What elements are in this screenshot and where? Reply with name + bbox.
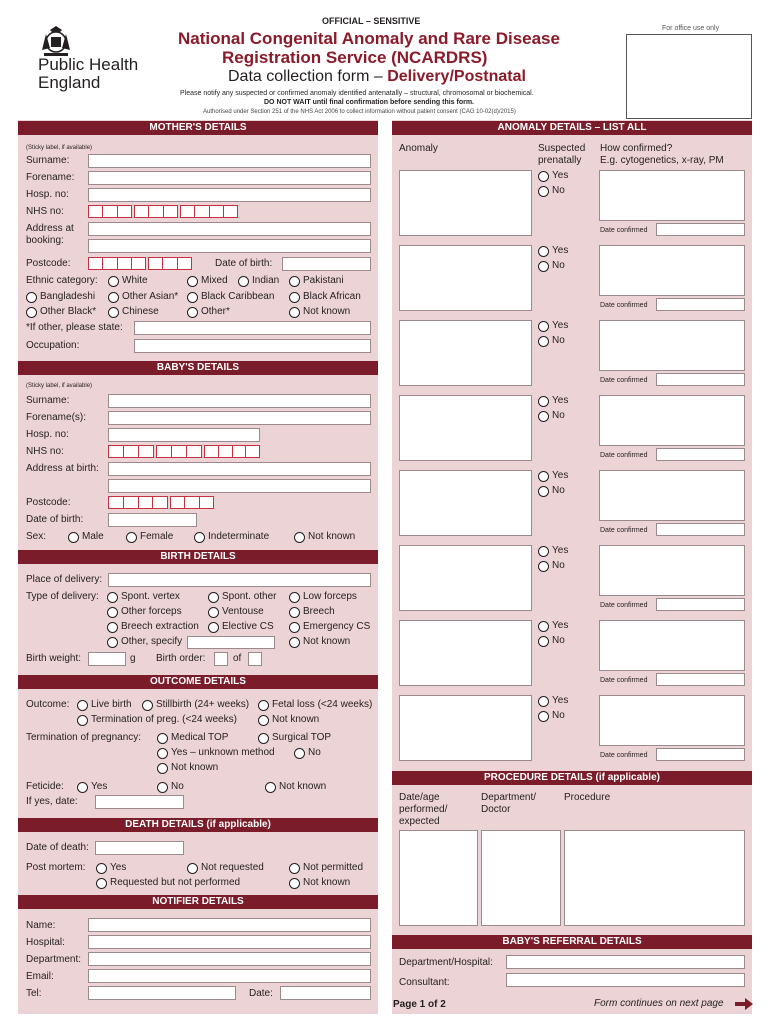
delivery-4-radio[interactable]: [208, 607, 219, 618]
notifier-email-input[interactable]: [88, 969, 371, 983]
notifier-heading: NOTIFIER DETAILS: [18, 895, 378, 909]
outcome-3-label: Termination of preg. (<24 weeks): [91, 714, 237, 725]
eth-2-label: Indian: [252, 275, 280, 286]
anomaly-7-yes-radio[interactable]: [538, 621, 549, 632]
anomaly-8-no-radio[interactable]: [538, 711, 549, 722]
anomaly-4-yes-radio[interactable]: [538, 396, 549, 407]
eth-11-label: Not known: [303, 306, 351, 317]
mother-postcode-input-2[interactable]: [148, 257, 192, 270]
eth-6-radio[interactable]: [187, 292, 198, 303]
pm-0-radio[interactable]: [96, 863, 107, 874]
delivery-8-label: Emergency CS: [303, 621, 371, 632]
proc-procedure-input[interactable]: [564, 830, 745, 926]
proc-col1-label-1: Date/age: [399, 792, 440, 803]
delivery-3-radio[interactable]: [107, 607, 118, 618]
notifier-date-label: Date:: [249, 988, 273, 999]
anomaly-2-yes-label: Yes: [552, 245, 569, 256]
delivery-9-label: Other, specify: [121, 636, 183, 647]
eth-10-radio[interactable]: [187, 307, 198, 318]
mother-address-label-2: booking:: [26, 235, 64, 246]
mother-postcode-label: Postcode:: [26, 258, 71, 269]
sex-2-radio[interactable]: [194, 532, 205, 543]
mother-nhs-input-1[interactable]: [88, 205, 132, 218]
procedure-heading: PROCEDURE DETAILS (if applicable): [392, 771, 752, 785]
feticide-date-input[interactable]: [95, 795, 184, 809]
death-heading: DEATH DETAILS (if applicable): [18, 818, 378, 832]
anomaly-3-yes-label: Yes: [552, 320, 569, 331]
eth-9-label: Chinese: [122, 306, 159, 317]
office-use-label: For office use only: [662, 25, 720, 32]
anomaly-8-yes-radio[interactable]: [538, 696, 549, 707]
mother-heading: MOTHER'S DETAILS: [18, 121, 378, 135]
grams-label: g: [130, 653, 136, 664]
order-label: Birth order:: [156, 653, 206, 664]
anomaly-6-yes-radio[interactable]: [538, 546, 549, 557]
delivery-7-radio[interactable]: [208, 622, 219, 633]
anomaly-input-3[interactable]: [399, 320, 532, 386]
outcome-label: Outcome:: [26, 699, 70, 710]
anomaly-input-4[interactable]: [399, 395, 532, 461]
baby-hosp-label: Hosp. no:: [26, 429, 69, 440]
eth-7-radio[interactable]: [289, 292, 300, 303]
anomaly-8-yes-label: Yes: [552, 695, 569, 706]
feticide-0-label: Yes: [91, 781, 108, 792]
eth-5-radio[interactable]: [108, 292, 119, 303]
how-confirmed-input-1[interactable]: [599, 170, 745, 221]
top-1-radio[interactable]: [258, 733, 269, 744]
mother-postcode-input-1[interactable]: [88, 257, 146, 270]
delivery-10-label: Not known: [303, 636, 351, 647]
death-date-input[interactable]: [95, 841, 184, 855]
eth-0-label: White: [122, 275, 148, 286]
note-2: DO NOT WAIT until final confirmation before sending this form.: [264, 99, 474, 106]
order-input[interactable]: [214, 652, 228, 666]
eth-1-label: Mixed: [201, 275, 228, 286]
how-confirmed-input-5[interactable]: [599, 470, 745, 521]
page-number: Page 1 of 2: [393, 999, 446, 1010]
baby-hosp-input[interactable]: [108, 428, 260, 442]
ifyes-label: If yes, date:: [26, 796, 78, 807]
mother-address-input-2[interactable]: [88, 239, 371, 253]
delivery-6-radio[interactable]: [107, 622, 118, 633]
anomaly-8-no-label: No: [552, 710, 565, 721]
anomaly-input-7[interactable]: [399, 620, 532, 686]
top-4-radio[interactable]: [157, 763, 168, 774]
baby-address-input-1[interactable]: [108, 462, 371, 476]
weight-input[interactable]: [88, 652, 126, 666]
suspected-col-label-1: Suspected: [538, 143, 586, 154]
proc-dept-input[interactable]: [481, 830, 561, 926]
baby-nhs-label: NHS no:: [26, 446, 64, 457]
mother-hosp-input[interactable]: [88, 188, 371, 202]
office-use-box[interactable]: [626, 34, 752, 119]
anomaly-4-no-radio[interactable]: [538, 411, 549, 422]
suspected-col-label-2: prenatally: [538, 155, 582, 166]
mother-surname-label: Surname:: [26, 155, 70, 166]
top-0-label: Medical TOP: [171, 732, 229, 743]
eth-9-radio[interactable]: [108, 307, 119, 318]
proc-col1-label-2: performed/: [399, 804, 448, 815]
anomaly-4-yes-label: Yes: [552, 395, 569, 406]
proc-col1-label-3: expected: [399, 816, 440, 827]
pm-2-label: Not permitted: [303, 862, 364, 873]
pm-1-label: Not requested: [201, 862, 264, 873]
pm-3-label: Requested but not performed: [110, 877, 241, 888]
baby-postcode-input-2[interactable]: [170, 496, 214, 509]
note-1: Please notify any suspected or confirmed anomaly identified antenatally – structural, chromosomal or biochemical.: [180, 90, 534, 97]
date-confirmed-input-3[interactable]: [656, 373, 745, 386]
eth-11-radio[interactable]: [289, 307, 300, 318]
ifother-input[interactable]: [134, 321, 371, 335]
anomaly-6-yes-label: Yes: [552, 545, 569, 556]
anomaly-6-no-label: No: [552, 560, 565, 571]
baby-sex-label: Sex:: [26, 531, 47, 542]
anomaly-2-no-label: No: [552, 260, 565, 271]
weight-label: Birth weight:: [26, 653, 82, 664]
how-confirmed-input-3[interactable]: [599, 320, 745, 371]
pm-label: Post mortem:: [26, 862, 86, 873]
anomaly-1-yes-label: Yes: [552, 170, 569, 181]
how-confirmed-input-4[interactable]: [599, 395, 745, 446]
proc-col2-label-2: Doctor: [481, 804, 511, 815]
outcome-4-radio[interactable]: [258, 715, 269, 726]
pm-1-radio[interactable]: [187, 863, 198, 874]
referral-dept-input[interactable]: [506, 955, 745, 969]
pm-0-label: Yes: [110, 862, 127, 873]
baby-address-input-2[interactable]: [108, 479, 371, 493]
anomaly-1-no-label: No: [552, 185, 565, 196]
baby-sticky-note: (Sticky label, if available): [26, 383, 93, 389]
anomaly-input-1[interactable]: [399, 170, 532, 236]
date-confirmed-label-3: Date confirmed: [600, 377, 648, 384]
referral-consultant-input[interactable]: [506, 973, 745, 987]
date-confirmed-label-2: Date confirmed: [600, 302, 648, 309]
outcome-2-radio[interactable]: [258, 700, 269, 711]
notifier-hospital-label: Hospital:: [26, 937, 65, 948]
date-confirmed-label-4: Date confirmed: [600, 452, 648, 459]
outcome-3-radio[interactable]: [77, 715, 88, 726]
page-subtitle: [228, 68, 526, 86]
delivery-2-label: Low forceps: [303, 591, 357, 602]
ifother-label: *If other, please state:: [26, 322, 123, 333]
outcome-1-radio[interactable]: [142, 700, 153, 711]
referral-dept-label: Department/Hospital:: [399, 957, 493, 968]
outcome-1-label: Stillbirth (24+ weeks): [156, 699, 250, 710]
place-label: Place of delivery:: [26, 574, 103, 585]
baby-dob-label: Date of birth:: [26, 514, 84, 525]
delivery-6-label: Breech extraction: [121, 621, 199, 632]
pm-4-radio[interactable]: [289, 878, 300, 889]
sex-1-label: Female: [140, 531, 174, 542]
anomaly-7-no-label: No: [552, 635, 565, 646]
notifier-date-input[interactable]: [280, 986, 371, 1000]
delivery-10-radio[interactable]: [289, 637, 300, 648]
delivery-5-radio[interactable]: [289, 607, 300, 618]
eth-6-label: Black Caribbean: [201, 291, 275, 302]
date-confirmed-input-2[interactable]: [656, 298, 745, 311]
date-confirmed-input-8[interactable]: [656, 748, 745, 761]
anomaly-7-no-radio[interactable]: [538, 636, 549, 647]
mother-dob-input[interactable]: [282, 257, 371, 271]
notifier-dept-input[interactable]: [88, 952, 371, 966]
baby-postcode-label: Postcode:: [26, 497, 71, 508]
delivery-0-label: Spont. vertex: [121, 591, 180, 602]
top-0-radio[interactable]: [157, 733, 168, 744]
mother-address-input-1[interactable]: [88, 222, 371, 236]
date-confirmed-label-7: Date confirmed: [600, 677, 648, 684]
feticide-0-radio[interactable]: [77, 782, 88, 793]
confirmed-col-label-1: How confirmed?: [600, 143, 673, 154]
confirmed-col-label-2: E.g. cytogenetics, x-ray, PM: [600, 155, 724, 166]
anomaly-6-no-radio[interactable]: [538, 561, 549, 572]
place-input[interactable]: [108, 573, 371, 587]
outcome-0-label: Live birth: [91, 699, 132, 710]
baby-dob-input[interactable]: [108, 513, 197, 527]
baby-address-label: Address at birth:: [26, 463, 99, 474]
date-confirmed-label-1: Date confirmed: [600, 227, 648, 234]
date-confirmed-label-8: Date confirmed: [600, 752, 648, 759]
notifier-hospital-input[interactable]: [88, 935, 371, 949]
mother-nhs-input-3[interactable]: [180, 205, 238, 218]
anomaly-5-yes-radio[interactable]: [538, 471, 549, 482]
occupation-input[interactable]: [134, 339, 371, 353]
anomaly-5-no-radio[interactable]: [538, 486, 549, 497]
baby-surname-input[interactable]: [108, 394, 371, 408]
subtitle-bold: Delivery/Postnatal: [387, 68, 526, 85]
delivery-8-radio[interactable]: [289, 622, 300, 633]
eth-8-label: Other Black*: [40, 306, 97, 317]
eth-5-label: Other Asian*: [122, 291, 179, 302]
eth-8-radio[interactable]: [26, 307, 37, 318]
outcome-0-radio[interactable]: [77, 700, 88, 711]
outcome-heading: OUTCOME DETAILS: [18, 675, 378, 689]
logo-line1: Public Health: [38, 55, 139, 74]
feticide-label: Feticide:: [26, 781, 64, 792]
delivery-1-radio[interactable]: [208, 592, 219, 603]
notifier-tel-input[interactable]: [88, 986, 236, 1000]
delivery-5-label: Breech: [303, 606, 335, 617]
date-confirmed-label-5: Date confirmed: [600, 527, 648, 534]
top-1-label: Surgical TOP: [272, 732, 332, 743]
eth-2-radio[interactable]: [238, 276, 249, 287]
top-3-label: No: [308, 747, 321, 758]
notifier-email-label: Email:: [26, 971, 54, 982]
feticide-1-label: No: [171, 781, 184, 792]
anomaly-2-yes-radio[interactable]: [538, 246, 549, 257]
anomaly-heading: ANOMALY DETAILS – LIST ALL: [392, 121, 752, 135]
feticide-2-label: Not known: [279, 781, 327, 792]
mother-sticky-note: (Sticky label, if available): [26, 145, 93, 151]
eth-4-label: Bangladeshi: [40, 291, 96, 302]
sex-0-radio[interactable]: [68, 532, 79, 543]
logo-line2: England: [38, 73, 101, 92]
birth-heading: BIRTH DETAILS: [18, 550, 378, 564]
date-confirmed-label-6: Date confirmed: [600, 602, 648, 609]
date-confirmed-input-5[interactable]: [656, 523, 745, 536]
mother-surname-input[interactable]: [88, 154, 371, 168]
classification-label: OFFICIAL – SENSITIVE: [322, 16, 421, 26]
mother-hosp-label: Hosp. no:: [26, 189, 69, 200]
baby-nhs-input-2[interactable]: [156, 445, 202, 458]
page-title-line1: National Congenital Anomaly and Rare Disease: [178, 29, 560, 48]
anomaly-input-5[interactable]: [399, 470, 532, 536]
eth-4-radio[interactable]: [26, 292, 37, 303]
arrow-right-icon: [735, 998, 753, 1010]
anomaly-5-no-label: No: [552, 485, 565, 496]
occupation-label: Occupation:: [26, 340, 80, 351]
anomaly-3-yes-radio[interactable]: [538, 321, 549, 332]
referral-heading: BABY'S REFERRAL DETAILS: [392, 935, 752, 949]
date-confirmed-input-4[interactable]: [656, 448, 745, 461]
proc-col2-label-1: Department/: [481, 792, 537, 803]
mother-nhs-input-2[interactable]: [134, 205, 178, 218]
eth-1-radio[interactable]: [187, 276, 198, 287]
outcome-4-label: Not known: [272, 714, 320, 725]
proc-date-input[interactable]: [399, 830, 478, 926]
baby-forenames-input[interactable]: [108, 411, 371, 425]
other-specify-input[interactable]: [187, 636, 275, 649]
eth-3-radio[interactable]: [289, 276, 300, 287]
delivery-1-label: Spont. other: [222, 591, 277, 602]
order-total-input[interactable]: [248, 652, 262, 666]
ethnic-label: Ethnic category:: [26, 275, 98, 286]
delivery-0-radio[interactable]: [107, 592, 118, 603]
notifier-name-input[interactable]: [88, 918, 371, 932]
sex-0-label: Male: [82, 531, 104, 542]
royal-crest-icon: [36, 26, 76, 58]
notifier-tel-label: Tel:: [26, 988, 42, 999]
eth-0-radio[interactable]: [108, 276, 119, 287]
how-confirmed-input-2[interactable]: [599, 245, 745, 296]
eth-10-label: Other*: [201, 306, 230, 317]
sex-3-label: Not known: [308, 531, 356, 542]
eth-3-label: Pakistani: [303, 275, 344, 286]
anomaly-1-no-radio[interactable]: [538, 186, 549, 197]
date-confirmed-input-7[interactable]: [656, 673, 745, 686]
anomaly-1-yes-radio[interactable]: [538, 171, 549, 182]
date-confirmed-input-1[interactable]: [656, 223, 745, 236]
top-2-label: Yes – unknown method: [171, 747, 275, 758]
continues-label: Form continues on next page: [594, 998, 724, 1009]
how-confirmed-input-8[interactable]: [599, 695, 745, 746]
top-4-label: Not known: [171, 762, 219, 773]
delivery-2-radio[interactable]: [289, 592, 300, 603]
date-confirmed-input-6[interactable]: [656, 598, 745, 611]
outcome-2-label: Fetal loss (<24 weeks): [272, 699, 373, 710]
baby-surname-label: Surname:: [26, 395, 70, 406]
baby-postcode-input-1[interactable]: [108, 496, 168, 509]
sex-1-radio[interactable]: [126, 532, 137, 543]
note-3: Authorised under Section 251 of the NHS Act 2006 to collect information without patient consent (CAG 10-02(d)/2015): [203, 109, 516, 115]
anomaly-3-no-radio[interactable]: [538, 336, 549, 347]
feticide-2-radio[interactable]: [265, 782, 276, 793]
anomaly-5-yes-label: Yes: [552, 470, 569, 481]
how-confirmed-input-6[interactable]: [599, 545, 745, 596]
sex-2-label: Indeterminate: [208, 531, 270, 542]
type-label: Type of delivery:: [26, 591, 99, 602]
feticide-1-radio[interactable]: [157, 782, 168, 793]
anomaly-input-2[interactable]: [399, 245, 532, 311]
anomaly-col-label: Anomaly: [399, 143, 438, 154]
mother-forename-input[interactable]: [88, 171, 371, 185]
subtitle-prefix: Data collection form –: [228, 68, 388, 85]
anomaly-3-no-label: No: [552, 335, 565, 346]
baby-nhs-input-3[interactable]: [204, 445, 260, 458]
notifier-name-label: Name:: [26, 920, 56, 931]
mother-address-label-1: Address at: [26, 223, 74, 234]
how-confirmed-input-7[interactable]: [599, 620, 745, 671]
delivery-3-label: Other forceps: [121, 606, 182, 617]
proc-col3-label: Procedure: [564, 792, 611, 803]
top-3-radio[interactable]: [294, 748, 305, 759]
top-label: Termination of pregnancy:: [26, 732, 142, 743]
notifier-dept-label: Department:: [26, 954, 82, 965]
mother-forename-label: Forename:: [26, 172, 75, 183]
top-2-radio[interactable]: [157, 748, 168, 759]
anomaly-2-no-radio[interactable]: [538, 261, 549, 272]
anomaly-input-8[interactable]: [399, 695, 532, 761]
delivery-9-radio[interactable]: [107, 637, 118, 648]
page-title-line2: Registration Service (NCARDRS): [222, 48, 488, 67]
eth-7-label: Black African: [303, 291, 361, 302]
anomaly-7-yes-label: Yes: [552, 620, 569, 631]
anomaly-4-no-label: No: [552, 410, 565, 421]
baby-nhs-input-1[interactable]: [108, 445, 154, 458]
mother-nhs-label: NHS no:: [26, 206, 64, 217]
referral-consultant-label: Consultant:: [399, 977, 450, 988]
pm-3-radio[interactable]: [96, 878, 107, 889]
delivery-7-label: Elective CS: [222, 621, 274, 632]
anomaly-input-6[interactable]: [399, 545, 532, 611]
mother-dob-label: Date of birth:: [215, 258, 273, 269]
sex-3-radio[interactable]: [294, 532, 305, 543]
death-date-label: Date of death:: [26, 842, 89, 853]
delivery-4-label: Ventouse: [222, 606, 264, 617]
baby-heading: BABY'S DETAILS: [18, 361, 378, 375]
of-label: of: [233, 653, 242, 664]
baby-forenames-label: Forename(s):: [26, 412, 87, 423]
pm-2-radio[interactable]: [289, 863, 300, 874]
pm-4-label: Not known: [303, 877, 351, 888]
